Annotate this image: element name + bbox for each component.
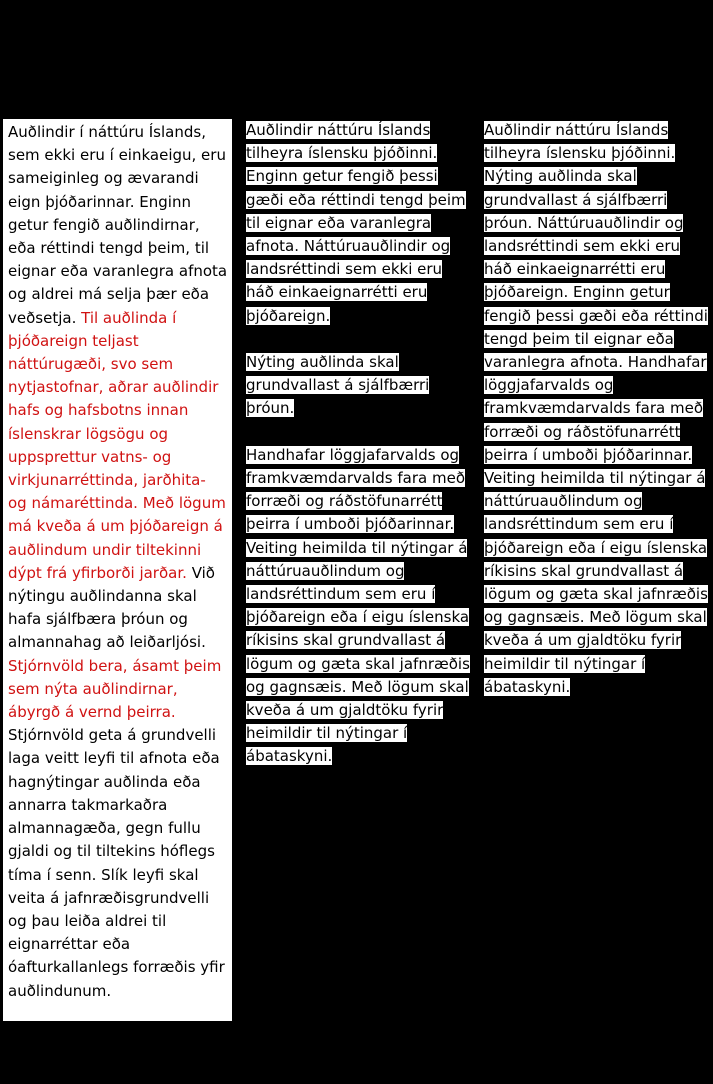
- col3-paragraph-1-text: Auðlindir náttúru Íslands tilheyra íslensku þjóðinni. Nýting auðlinda skal grundvallast á sjálfbærri þróun. Náttúruauðlindir og landsréttindi sem ekki eru háð einkaeignarrétti eru þjóðareign. Enginn getur fengið þessi gæði eða réttindi tengd þeim til eignar eða varanlegra afnota. Handhafar löggjafarvalds og framkvæmdarvalds fara með forræði og ráðstöfunarrétt þeirra í umboði þjóðarinnar. Veiting heimilda til nýtingar á náttúruauðlindum og landsréttindum sem eru í þjóðareign eða í eigu íslenska ríkisins skal grundvallast á lögum og gæta skal jafnræðis og gagnsæis. Með lögum skal kveða á um gjaldtöku fyrir heimildir til nýtingar í ábataskyni.: [484, 121, 708, 696]
- col1-segment-1: Auðlindir í náttúru Íslands, sem ekki eru í einkaeigu, eru sameiginleg og ævarandi eign þjóðarinnar. Enginn getur fengið auðlindirnar, eða réttindi tengd þeim, til eignar eða varanlegra afnota og aldrei má selja þær eða veðsetja.: [8, 123, 228, 327]
- col2-paragraph-3: [246, 444, 471, 769]
- col1-segment-4-red: Stjórnvöld bera, ásamt þeim sem nýta auðlindirnar, ábyrgð á vernd þeirra.: [8, 656, 222, 722]
- column-2-text: [246, 119, 471, 792]
- column-1-text: [3, 119, 232, 1021]
- column-3-text: [484, 119, 710, 722]
- col1-segment-3: Við nýtingu auðlindanna skal hafa sjálfbæra þróun og almannahag að leiðarljósi.: [8, 563, 215, 652]
- col2-paragraph-1-text: Auðlindir náttúru Íslands tilheyra íslensku þjóðinni. Enginn getur fengið þessi gæði eða réttindi tengd þeim til eignar eða varanlegra afnota. Náttúruauðlindir og landsréttindi sem ekki eru háð einkaeignarrétti eru þjóðareign.: [246, 121, 466, 325]
- col1-segment-2-red: Til auðlinda í þjóðareign teljast náttúrugæði, svo sem nytjastofnar, aðrar auðlindir hafs og hafsbotns innan íslenskrar lögsögu og uppsprettur vatns- og virkjunarréttinda, jarðhita- og námaréttinda. Með lögum má kveða á um þjóðareign á auðlindum undir tiltekinni dýpt frá yfirborði jarðar.: [8, 308, 226, 582]
- col2-paragraph-3-text: Handhafar löggjafarvalds og framkvæmdarvalds fara með forræði og ráðstöfunarrétt þeirra í umboði þjóðarinnar. Veiting heimilda til nýtingar á náttúruauðlindum og landsréttindum sem eru í þjóðareign eða í eigu íslenska ríkisins skal grundvallast á lögum og gæta skal jafnræðis og gagnsæis. Með lögum skal kveða á um gjaldtöku fyrir heimildir til nýtingar í ábataskyni.: [246, 445, 470, 766]
- col2-paragraph-2-text: Nýting auðlinda skal grundvallast á sjálfbærri þróun.: [246, 353, 430, 418]
- col1-segment-5: Stjórnvöld geta á grundvelli laga veitt leyfi til afnota eða hagnýtingar auðlinda eða annarra takmarkaðra almannagæða, gegn fullu gjaldi og til tiltekins hóflegs tíma í senn. Slík leyfi skal veita á jafnræðisgrundvelli og þau leiða aldrei til eignarréttar eða óafturkallanlegs forræðis yfir auðlindunum.: [8, 726, 225, 1000]
- col2-paragraph-1: [246, 119, 471, 328]
- col3-paragraph-1: [484, 119, 710, 699]
- col2-paragraph-2: [246, 351, 471, 421]
